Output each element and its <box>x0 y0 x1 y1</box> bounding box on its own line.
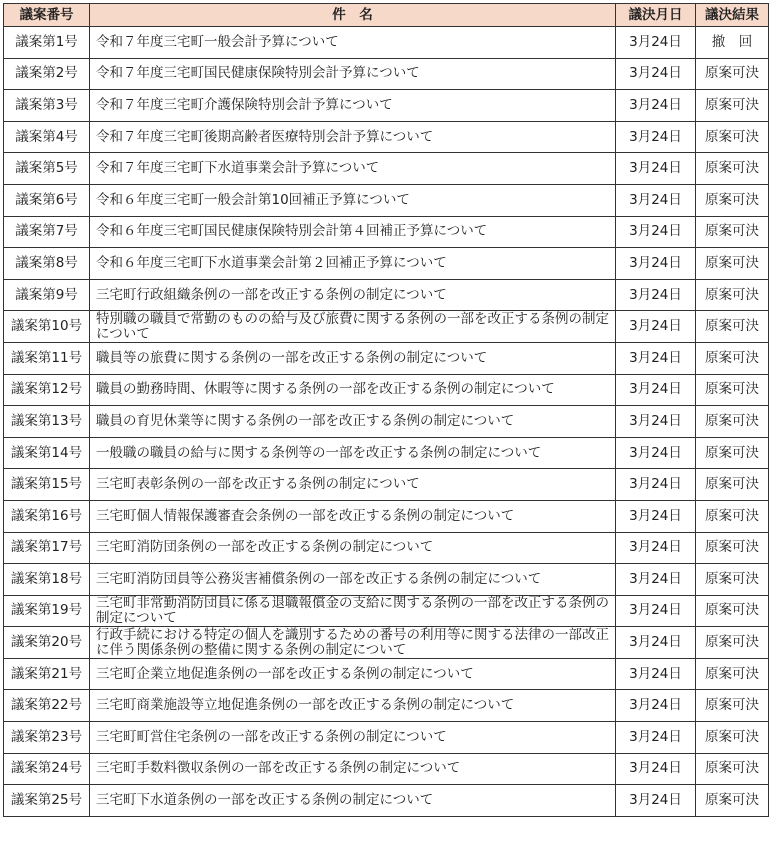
row-result: 撤 回 <box>696 27 769 59</box>
row-result: 原案可決 <box>696 785 769 817</box>
row-number: 議案第11号 <box>4 342 90 374</box>
table-row <box>4 532 769 564</box>
table-row <box>4 121 769 153</box>
row-number: 議案第9号 <box>4 279 90 311</box>
row-result: 原案可決 <box>696 627 769 659</box>
row-title: 行政手続における特定の個人を識別するための番号の利用等に関する法律の一部改正に伴う関係条例の整備に関する条例の制定について <box>90 627 616 659</box>
row-title: 令和７年度三宅町後期高齢者医療特別会計予算について <box>90 121 616 153</box>
row-number: 議案第3号 <box>4 90 90 122</box>
row-result: 原案可決 <box>696 500 769 532</box>
table-row <box>4 406 769 438</box>
row-result: 原案可決 <box>696 279 769 311</box>
row-title: 令和６年度三宅町一般会計第10回補正予算について <box>90 184 616 216</box>
row-title: 三宅町非常勤消防団員に係る退職報償金の支給に関する条例の一部を改正する条例の制定について <box>90 595 616 627</box>
row-number: 議案第8号 <box>4 248 90 280</box>
row-number: 議案第20号 <box>4 627 90 659</box>
row-number: 議案第23号 <box>4 722 90 754</box>
table-row <box>4 595 769 627</box>
row-title: 三宅町手数料徴収条例の一部を改正する条例の制定について <box>90 753 616 785</box>
row-number: 議案第17号 <box>4 532 90 564</box>
row-date: 3月24日 <box>616 753 696 785</box>
row-date: 3月24日 <box>616 58 696 90</box>
row-number: 議案第15号 <box>4 469 90 501</box>
row-number: 議案第18号 <box>4 564 90 596</box>
table-row <box>4 58 769 90</box>
row-title: 三宅町町営住宅条例の一部を改正する条例の制定について <box>90 722 616 754</box>
header-result: 議決結果 <box>696 4 769 27</box>
row-result: 原案可決 <box>696 184 769 216</box>
row-date: 3月24日 <box>616 90 696 122</box>
row-date: 3月24日 <box>616 153 696 185</box>
row-date: 3月24日 <box>616 469 696 501</box>
row-number: 議案第25号 <box>4 785 90 817</box>
table-row <box>4 627 769 659</box>
row-result: 原案可決 <box>696 753 769 785</box>
row-date: 3月24日 <box>616 437 696 469</box>
row-number: 議案第21号 <box>4 658 90 690</box>
table-row <box>4 500 769 532</box>
row-number: 議案第19号 <box>4 595 90 627</box>
table-row <box>4 279 769 311</box>
row-number: 議案第5号 <box>4 153 90 185</box>
table-row <box>4 469 769 501</box>
header-date: 議決月日 <box>616 4 696 27</box>
row-title: 令和７年度三宅町介護保険特別会計予算について <box>90 90 616 122</box>
row-number: 議案第2号 <box>4 58 90 90</box>
table-row <box>4 564 769 596</box>
row-result: 原案可決 <box>696 90 769 122</box>
row-result: 原案可決 <box>696 311 769 343</box>
row-title: 三宅町表彰条例の一部を改正する条例の制定について <box>90 469 616 501</box>
row-date: 3月24日 <box>616 374 696 406</box>
row-number: 議案第4号 <box>4 121 90 153</box>
header-row <box>4 4 769 27</box>
row-date: 3月24日 <box>616 595 696 627</box>
table-row <box>4 785 769 817</box>
row-title: 特別職の職員で常勤のものの給与及び旅費に関する条例の一部を改正する条例の制定について <box>90 311 616 343</box>
row-number: 議案第14号 <box>4 437 90 469</box>
row-number: 議案第1号 <box>4 27 90 59</box>
row-title: 職員等の旅費に関する条例の一部を改正する条例の制定について <box>90 342 616 374</box>
table-row <box>4 690 769 722</box>
row-date: 3月24日 <box>616 279 696 311</box>
table-row <box>4 153 769 185</box>
header-title: 件 名 <box>90 4 616 27</box>
row-result: 原案可決 <box>696 595 769 627</box>
row-date: 3月24日 <box>616 27 696 59</box>
table-row <box>4 437 769 469</box>
row-result: 原案可決 <box>696 658 769 690</box>
row-title: 職員の育児休業等に関する条例の一部を改正する条例の制定について <box>90 406 616 438</box>
row-result: 原案可決 <box>696 722 769 754</box>
row-date: 3月24日 <box>616 248 696 280</box>
row-number: 議案第24号 <box>4 753 90 785</box>
row-title: 一般職の職員の給与に関する条例等の一部を改正する条例の制定について <box>90 437 616 469</box>
row-title: 三宅町商業施設等立地促進条例の一部を改正する条例の制定について <box>90 690 616 722</box>
table-row <box>4 90 769 122</box>
row-title: 三宅町消防団条例の一部を改正する条例の制定について <box>90 532 616 564</box>
table-row <box>4 216 769 248</box>
row-date: 3月24日 <box>616 722 696 754</box>
row-number: 議案第10号 <box>4 311 90 343</box>
row-date: 3月24日 <box>616 627 696 659</box>
row-result: 原案可決 <box>696 690 769 722</box>
row-title: 令和６年度三宅町国民健康保険特別会計第４回補正予算について <box>90 216 616 248</box>
table-row <box>4 248 769 280</box>
row-number: 議案第16号 <box>4 500 90 532</box>
row-date: 3月24日 <box>616 564 696 596</box>
resolution-table <box>3 3 769 817</box>
row-date: 3月24日 <box>616 311 696 343</box>
row-number: 議案第7号 <box>4 216 90 248</box>
row-date: 3月24日 <box>616 658 696 690</box>
row-number: 議案第22号 <box>4 690 90 722</box>
row-date: 3月24日 <box>616 342 696 374</box>
row-date: 3月24日 <box>616 690 696 722</box>
header-number: 議案番号 <box>4 4 90 27</box>
table-row <box>4 342 769 374</box>
table-row <box>4 374 769 406</box>
row-result: 原案可決 <box>696 469 769 501</box>
row-result: 原案可決 <box>696 406 769 438</box>
table-row <box>4 722 769 754</box>
row-title: 令和６年度三宅町下水道事業会計第２回補正予算について <box>90 248 616 280</box>
row-result: 原案可決 <box>696 532 769 564</box>
row-date: 3月24日 <box>616 406 696 438</box>
row-result: 原案可決 <box>696 374 769 406</box>
row-title: 職員の勤務時間、休暇等に関する条例の一部を改正する条例の制定について <box>90 374 616 406</box>
row-title: 三宅町消防団員等公務災害補償条例の一部を改正する条例の制定について <box>90 564 616 596</box>
row-title: 三宅町企業立地促進条例の一部を改正する条例の制定について <box>90 658 616 690</box>
row-title: 三宅町行政組織条例の一部を改正する条例の制定について <box>90 279 616 311</box>
table-row <box>4 27 769 59</box>
row-number: 議案第12号 <box>4 374 90 406</box>
table-row <box>4 311 769 343</box>
row-result: 原案可決 <box>696 437 769 469</box>
row-date: 3月24日 <box>616 785 696 817</box>
table-row <box>4 184 769 216</box>
row-number: 議案第6号 <box>4 184 90 216</box>
row-date: 3月24日 <box>616 184 696 216</box>
row-title: 三宅町下水道条例の一部を改正する条例の制定について <box>90 785 616 817</box>
row-date: 3月24日 <box>616 500 696 532</box>
row-title: 令和７年度三宅町国民健康保険特別会計予算について <box>90 58 616 90</box>
table-row <box>4 753 769 785</box>
row-result: 原案可決 <box>696 564 769 596</box>
table-body <box>4 27 769 817</box>
row-result: 原案可決 <box>696 216 769 248</box>
row-date: 3月24日 <box>616 121 696 153</box>
row-number: 議案第13号 <box>4 406 90 438</box>
row-date: 3月24日 <box>616 532 696 564</box>
row-result: 原案可決 <box>696 153 769 185</box>
table-row <box>4 658 769 690</box>
row-result: 原案可決 <box>696 121 769 153</box>
table-header <box>4 4 769 27</box>
row-title: 三宅町個人情報保護審査会条例の一部を改正する条例の制定について <box>90 500 616 532</box>
row-result: 原案可決 <box>696 58 769 90</box>
row-title: 令和７年度三宅町下水道事業会計予算について <box>90 153 616 185</box>
row-date: 3月24日 <box>616 216 696 248</box>
row-result: 原案可決 <box>696 342 769 374</box>
row-title: 令和７年度三宅町一般会計予算について <box>90 27 616 59</box>
row-result: 原案可決 <box>696 248 769 280</box>
